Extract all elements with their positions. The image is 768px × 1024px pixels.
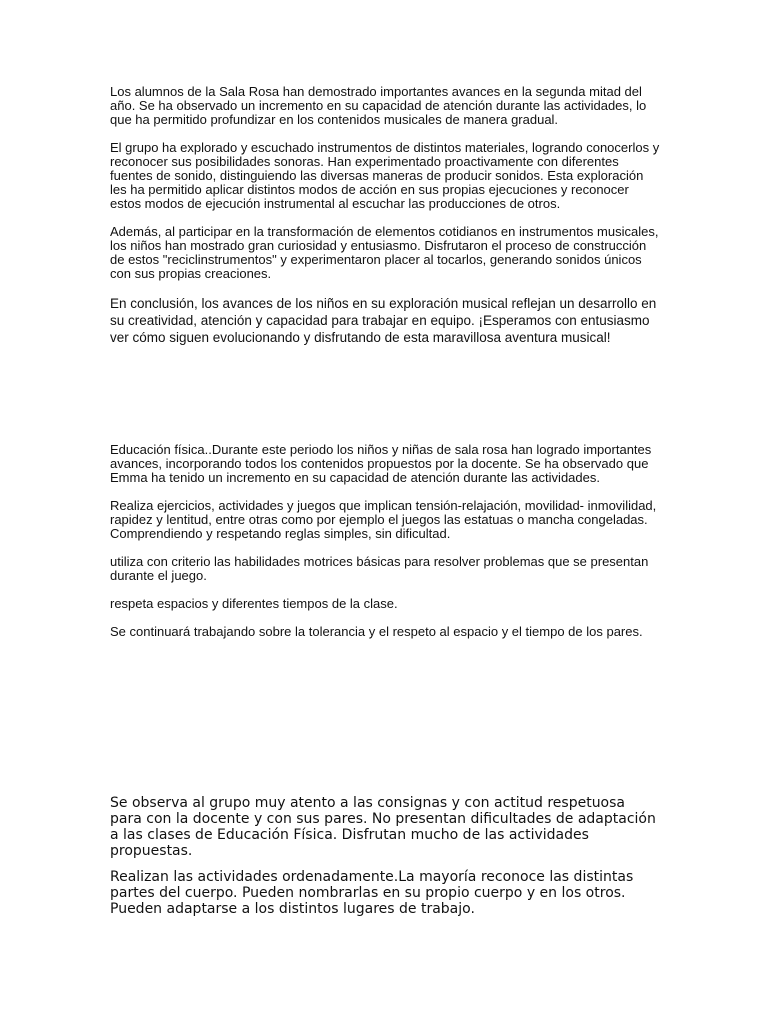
paragraph: respeta espacios y diferentes tiempos de la clase.	[110, 596, 398, 611]
physical-education-section	[110, 443, 660, 653]
paragraph: El grupo ha explorado y escuchado instrumentos de distintos materiales, logrando conocerlos y reconocer sus posibilidades sonoras. Han experimentado proactivamente con diferentes fuentes de sonido, distinguiendo las diversas maneras de producir sonidos. Esta exploración les ha permitido aplicar distintos modos de acción en sus propias ejecuciones y reconocer estos modos de ejecución instrumental al escuchar las producciones de otros.	[110, 140, 660, 211]
paragraph: Además, al participar en la transformación de elementos cotidianos en instrumentos musicales, los niños han mostrado gran curiosidad y entusiasmo. Disfrutaron el proceso de construcción de estos "reciclinstrumentos" y experimentaron placer al tocarlos, generando sonidos únicos con sus propias creaciones.	[110, 224, 659, 281]
paragraph: Los alumnos de la Sala Rosa han demostrado importantes avances en la segunda mitad del año. Se ha observado un incremento en su capacidad de atención durante las actividades, lo que ha permitido profundizar en los contenidos musicales de manera gradual.	[110, 84, 647, 127]
paragraph: Educación física..Durante este periodo los niños y niñas de sala rosa han logrado importantes avances, incorporando todos los contenidos propuestos por la docente. Se ha observado que Emma ha tenido un incremento en su capacidad de atención durante las actividades.	[110, 442, 652, 485]
paragraph: Realizan las actividades ordenadamente.La mayoría reconoce las distintas partes del cuerpo. Pueden nombrarlas en su propio cuerpo y en los otros. Pueden adaptarse a los distintos lugares de trabajo.	[110, 869, 634, 917]
paragraph: Se observa al grupo muy atento a las consignas y con actitud respetuosa para con la docente y con sus pares. No presentan dificultades de adaptación a las clases de Educación Física. Disfrutan mucho de las actividades propuestas.	[110, 795, 656, 859]
paragraph: utiliza con criterio las habilidades motrices básicas para resolver problemas que se presentan durante el juego.	[110, 554, 649, 583]
paragraph: En conclusión, los avances de los niños en su exploración musical reflejan un desarrollo en su creatividad, atención y capacidad para trabajar en equipo. ¡Esperamos con entusiasmo ver cómo siguen evolucionando y disfrutando de esta maravillosa aventura musical!	[110, 296, 657, 345]
paragraph: Se continuará trabajando sobre la tolerancia y el respeto al espacio y el tiempo de los pares.	[110, 624, 643, 639]
music-report-section	[110, 85, 660, 360]
paragraph: Realiza ejercicios, actividades y juegos que implican tensión-relajación, movilidad- inmovilidad, rapidez y lentitud, entre otras como por ejemplo el juegos las estatuas o mancha congeladas. Comprendiendo y respetando reglas simples, sin dificultad.	[110, 498, 657, 541]
group-observation-section	[110, 795, 660, 927]
